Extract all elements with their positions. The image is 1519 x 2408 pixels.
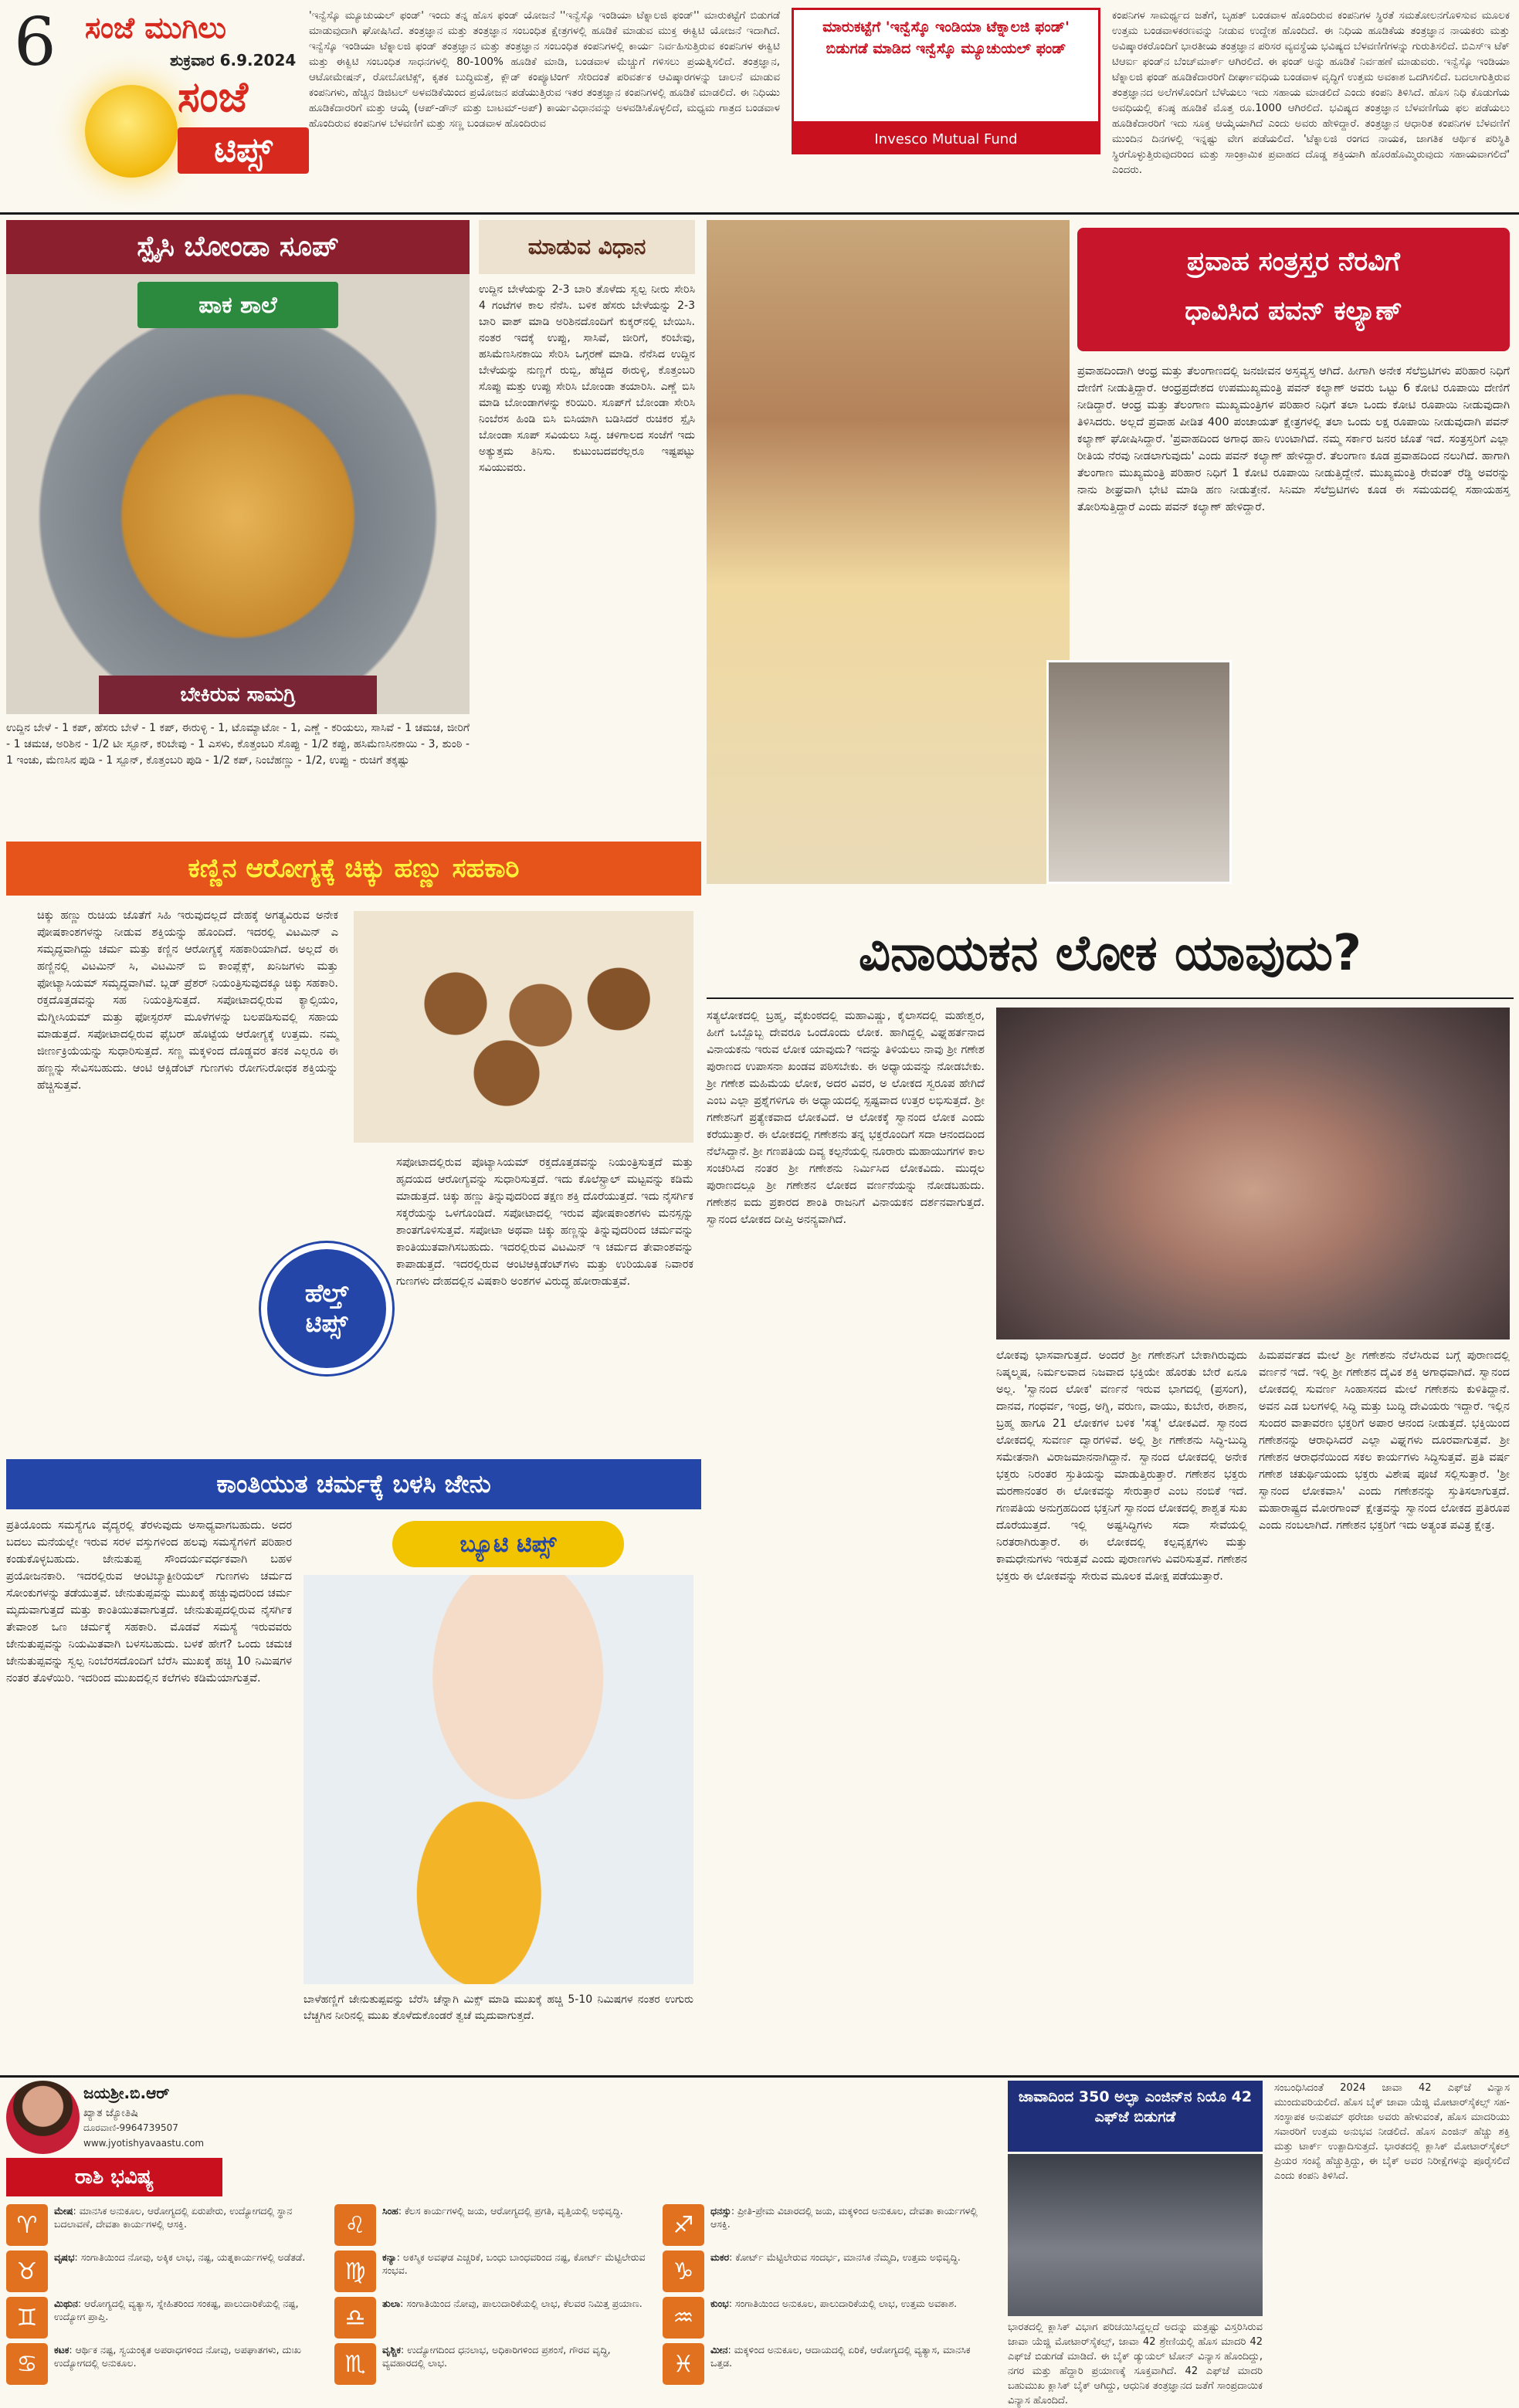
- divider: [707, 997, 1514, 999]
- chikku-text-left: ಚಿಕ್ಕು ಹಣ್ಣು ರುಚಿಯ ಜೊತೆಗೆ ಸಿಹಿ ಇರುವುದಲ್ಲದೆ ದೇಹಕ್ಕೆ ಅಗತ್ಯವಿರುವ ಅನೇಕ ಪೋಷಕಾಂಶಗಳನ್ನು ನೀಡುವ ಶಕ್ತಿಯನ್ನು ಹೊಂದಿದೆ. ಇದರಲ್ಲಿ ವಿಟಮಿನ್ ಎ ಸಮೃದ್ಧವಾಗಿದ್ದು ಚರ್ಮ ಮತ್ತು ಕಣ್ಣಿನ ಆರೋಗ್ಯಕ್ಕೆ ಸಹಕಾರಿಯಾಗಿದೆ. ಅಲ್ಲದೆ ಈ ಹಣ್ಣಿನಲ್ಲಿ ವಿಟಮಿನ್ ಸಿ, ವಿಟಮಿನ್ ಬಿ ಕಾಂಪ್ಲೆಕ್ಸ್, ಖನಿಜಗಳು ಮತ್ತು ಫೋಟ್ಯಾಸಿಯಮ್ ಸಮೃದ್ಧವಾಗಿವೆ. ಬ್ಲಡ್ ಪ್ರೆಶರ್ ನಿಯಂತ್ರಿಸುವುದಕ್ಕೂ ಚಿಕ್ಕು ಸಹಕಾರಿ. ರಕ್ತದೊತ್ತಡವನ್ನು ಸಹ ನಿಯಂತ್ರಿಸುತ್ತದೆ. ಸಪೋಟಾದಲ್ಲಿರುವ ಕ್ಯಾಲ್ಸಿಯಂ, ಮೆಗ್ನೀಸಿಯಮ್ ಮತ್ತು ಫೋಸ್ಫರಸ್ ಮೂಳೆಗಳನ್ನು ಬಲಪಡಿಸುವಲ್ಲಿ ಸಹಾಯ ಮಾಡುತ್ತದೆ. ಸಪೋಟಾದಲ್ಲಿರುವ ಫೈಬರ್ ಹೊಟ್ಟೆಯ ಆರೋಗ್ಯಕ್ಕೆ ಉತ್ತಮ. ನಮ್ಮ ಜೀರ್ಣಕ್ರಿಯೆಯನ್ನು ಸುಧಾರಿಸುತ್ತದೆ. ಸಣ್ಣ ಮಕ್ಕಳಿಂದ ದೊಡ್ಡವರ ತನಕ ಎಲ್ಲರೂ ಈ ಹಣ್ಣನ್ನು ಸೇವಿಸಬಹುದು. ಆಂಟಿ ಆಕ್ಸಿಡೆಂಟ್ ಗುಣಗಳು ರೋಗನಿರೋಧಕ ಶಕ್ತಿಯನ್ನು ಹೆಚ್ಚಿಸುತ್ತವೆ.: [37, 909, 338, 1092]
- horoscope-text: ಮಕ್ಕಳಿಂದ ಅನುಕೂಲ, ಆದಾಯದಲ್ಲಿ ಏರಿಕೆ, ಆರೋಗ್ಯದಲ್ಲಿ ವ್ಯತ್ಯಾಸ, ಮಾನಸಿಕ ಒತ್ತಡ.: [710, 2344, 971, 2369]
- horoscope-item: ♏ ವೃಶ್ಚಿಕ: ಉದ್ಯೋಗದಿಂದ ಧನಲಾಭ, ಅಧಿಕಾರಿಗಳಿಂದ ಪ್ರಶಂಸೆ, ಗೌರವ ವೃದ್ಧಿ, ವ್ಯವಹಾರದಲ್ಲಿ ಲಾಭ.: [334, 2343, 655, 2386]
- method-title: ಮಾಡುವ ವಿಧಾನ: [479, 220, 695, 274]
- vinayaka-col1: ಸತ್ಯಲೋಕದಲ್ಲಿ ಬ್ರಹ್ಮ, ವೈಕುಂಠದಲ್ಲಿ ಮಹಾವಿಷ್ಣು, ಕೈಲಾಸದಲ್ಲಿ ಮಹೇಶ್ವರ, ಹೀಗೆ ಒಬ್ಬೊಬ್ಬ ದೇವರೂ ಒಂದೊಂದು ಲೋಕ. ಹಾಗಿದ್ದಲ್ಲಿ ವಿಘ್ನಹರ್ತನಾದ ವಿನಾಯಕನು ಇರುವ ಲೋಕ ಯಾವುದು? ಇದನ್ನು ತಿಳಿಯಲು ನಾವು ಶ್ರೀ ಗಣೇಶ ಪುರಾಣದ ಉಪಾಸನಾ ಖಂಡವ ಪಠಿಸಬೇಕು. ಈ ಅಧ್ಯಾಯವನ್ನು ನೋಡಬೇಕು. ಶ್ರೀ ಗಣೇಶ ಮಹಿಮೆಯ ಲೋಕ, ಅದರ ವಿವರ, ಅ ಲೋಕದ ಸ್ವರೂಪ ಹೇಗಿದೆ ಎಂಬ ಎಲ್ಲಾ ಪ್ರಶ್ನೆಗಳಿಗೂ ಈ ಅಧ್ಯಾಯದಲ್ಲಿ ಸ್ಪಷ್ಟವಾದ ಉತ್ತರ ಲಭಿಸುತ್ತದೆ. ಶ್ರೀ ಗಣೇಶನಿಗೆ ಪ್ರತ್ಯೇಕವಾದ ಲೋಕವಿದೆ. ಆ ಲೋಕಕ್ಕೆ ಸ್ವಾನಂದ ಲೋಕ ಎಂದು ಕರೆಯುತ್ತಾರೆ. ಈ ಲೋಕದಲ್ಲಿ ಗಣೇಶನು ತನ್ನ ಭಕ್ತರೊಂದಿಗೆ ಸದಾ ಆನಂದದಿಂದ ನೆಲೆಸಿದ್ದಾನೆ. ಶ್ರೀ ಗಣಪತಿಯ ದಿವ್ಯ ಕಲ್ಪನೆಯಲ್ಲಿ ನೂರಾರು ಮಹಾಯುಗಗಳ ಕಾಲ ಸಂಚರಿಸಿದ ನಂತರ ಶ್ರೀ ಗಣೇಶನು ನಿರ್ಮಿಸಿದ ಲೋಕವಿದು. ಮುದ್ಗಲ ಪುರಾಣದಲ್ಲೂ ಶ್ರೀ ಗಣೇಶನ ಲೋಕದ ವರ್ಣನೆಯನ್ನು ನೋಡಬಹುದು. ಗಣೇಶನ ಐದು ಪ್ರಕಾರದ ಶಾಂತಿ ರಾಜನಿಗೆ ವಿನಾಯಕನ ದರ್ಶನವಾಗುತ್ತದೆ. ಸ್ವಾನಂದ ಲೋಕದ ದೀಪ್ತಿ ಅನನ್ಯವಾಗಿದೆ.: [707, 1010, 985, 1226]
- method-text: ಉದ್ದಿನ ಬೇಳೆಯನ್ನು 2-3 ಬಾರಿ ತೊಳೆದು ಸ್ವಲ್ಪ ನೀರು ಸೇರಿಸಿ 4 ಗಂಟೆಗಳ ಕಾಲ ನೆನೆಸಿ. ಬಳಿಕ ಹೆಸರು ಬೇಳೆಯನ್ನು 2-3 ಬಾರಿ ವಾಶ್ ಮಾಡಿ ಅರಿಶಿನದೊಂದಿಗೆ ಕುಕ್ಕರ್‌ನಲ್ಲಿ ಬೇಯಿಸಿ. ನಂತರ ಇದಕ್ಕೆ ಉಪ್ಪು, ಸಾಸಿವೆ, ಜೀರಿಗೆ, ಕರಿಬೇವು, ಹಸಿಮೆಣಸಿನಕಾಯಿ ಸೇರಿಸಿ ಒಗ್ಗರಣೆ ಮಾಡಿ. ನೆನೆಸಿದ ಉದ್ದಿನ ಬೇಳೆಯನ್ನು ನುಣ್ಣಗೆ ರುಬ್ಬಿ, ಹೆಚ್ಚಿದ ಈರುಳ್ಳಿ, ಕೊತ್ತಂಬರಿ ಸೊಪ್ಪು ಮತ್ತು ಉಪ್ಪು ಸೇರಿಸಿ ಬೋಂಡಾ ತಯಾರಿಸಿ. ಎಣ್ಣೆ ಬಿಸಿ ಮಾಡಿ ಬೋಂಡಾಗಳನ್ನು ಕರಿಯಿರಿ. ಸೂಪ್‌ಗೆ ಬೋಂಡಾ ಸೇರಿಸಿ ನಿಂಬೆರಸ ಹಿಂಡಿ ಬಿಸಿ ಬಿಸಿಯಾಗಿ ಬಡಿಸಿದರೆ ರುಚಿಕರ ಸ್ಪೈಸಿ ಬೋಂಡಾ ಸೂಪ್ ಸವಿಯಲು ಸಿದ್ಧ. ಚಳಿಗಾಲದ ಸಂಜೆಗೆ ಇದು ಅತ್ಯುತ್ತಮ ತಿನಿಸು. ಕುಟುಂಬದವರೆಲ್ಲರೂ ಇಷ್ಟಪಟ್ಟು ಸವಿಯುವರು.: [479, 283, 695, 474]
- horoscope-sign-name: ಕಟಕ: [54, 2344, 70, 2356]
- horoscope-text: ಆರ್ಥಿಕ ನಷ್ಟ, ಸ್ವಯಂಕೃತ ಅಪರಾಧಗಳಿಂದ ನೋವು, ಅಪಘಾತಗಳು, ದುಃಖ ಉದ್ಯೋಗದಲ್ಲಿ ಅನುಕೂಲ.: [54, 2344, 301, 2369]
- horoscope-item: ♊ ಮಿಥುನ: ಆರೋಗ್ಯದಲ್ಲಿ ವ್ಯತ್ಯಾಸ, ಸ್ನೇಹಿತರಿಂದ ಸಂಕಷ್ಟ, ಪಾಲುದಾರಿಕೆಯಲ್ಲಿ ನಷ್ಟ, ಉದ್ಯೋಗ ಪ್ರಾಪ್ತಿ.: [6, 2297, 327, 2340]
- jawa-headline: ಜಾವಾದಿಂದ 350 ಅಲ್ಫಾ ಎಂಜಿನ್‌ನ ನಿಯೊ 42 ಎಫ್‌ಜೆ ಬಿಡುಗಡೆ: [1008, 2081, 1263, 2152]
- skin-text-left: ಪ್ರತಿಯೊಂದು ಸಮಸ್ಯೆಗೂ ವೈದ್ಯರಲ್ಲಿ ತೆರಳುವುದು ಅಸಾಧ್ಯವಾಗಬಹುದು. ಅದರ ಬದಲು ಮನೆಯಲ್ಲೇ ಇರುವ ಸರಳ ವಸ್ತುಗಳಿಂದ ಹಲವು ಸಮಸ್ಯೆಗಳಿಗೆ ಪರಿಹಾರ ಕಂಡುಕೊಳ್ಳಬಹುದು. ಜೇನುತುಪ್ಪ ಸೌಂದರ್ಯವರ್ಧಕವಾಗಿ ಬಹಳ ಪ್ರಯೋಜನಕಾರಿ. ಇದರಲ್ಲಿರುವ ಆಂಟಿಬ್ಯಾಕ್ಟೀರಿಯಲ್ ಗುಣಗಳು ಚರ್ಮದ ಸೋಂಕುಗಳನ್ನು ತಡೆಯುತ್ತವೆ. ಜೇನುತುಪ್ಪವನ್ನು ಮುಖಕ್ಕೆ ಹಚ್ಚುವುದರಿಂದ ಚರ್ಮ ಮೃದುವಾಗುತ್ತದೆ ಮತ್ತು ಕಾಂತಿಯುತವಾಗುತ್ತದೆ. ಜೇನುತುಪ್ಪದಲ್ಲಿರುವ ನೈಸರ್ಗಿಕ ತೇವಾಂಶ ಒಣ ಚರ್ಮಕ್ಕೆ ಸಹಕಾರಿ. ಮೊಡವೆ ಸಮಸ್ಯೆ ಇರುವವರು ಜೇನುತುಪ್ಪವನ್ನು ನಿಯಮಿತವಾಗಿ ಬಳಸಬಹುದು. ಬಳಕೆ ಹೇಗೆ? ಒಂದು ಚಮಚ ಜೇನುತುಪ್ಪವನ್ನು ಸ್ವಲ್ಪ ನಿಂಬೆರಸದೊಂದಿಗೆ ಬೆರೆಸಿ ಮುಖಕ್ಕೆ ಹಚ್ಚಿ 10 ನಿಮಿಷಗಳ ನಂತರ ತೊಳೆಯಿರಿ. ಇದರಿಂದ ಮುಖದಲ್ಲಿನ ಕಲೆಗಳು ಕಡಿಮೆಯಾಗುತ್ತವೆ.: [6, 1519, 292, 1685]
- vinayaka-col2: ಲೋಕವು ಭಾಸವಾಗುತ್ತದೆ. ಅಂದರೆ ಶ್ರೀ ಗಣೇಶನಿಗೆ ಬೇಕಾಗಿರುವುದು ನಿಷ್ಕಲ್ಮಷ, ನಿರ್ಮಲವಾದ ನಿಜವಾದ ಭಕ್ತಿಯೇ ಹೊರತು ಬೇರೆ ಏನೂ ಅಲ್ಲ. 'ಸ್ವಾನಂದ ಲೋಕ' ವರ್ಣನೆ ಇರುವ ಭಾಗದಲ್ಲಿ (ಪ್ರಸಂಗ), ದಾನವ, ಗಂಧರ್ವ, ಇಂದ್ರ, ಅಗ್ನಿ, ವರುಣ, ವಾಯು, ಕುಬೇರ, ಈಶಾನ, ಬ್ರಹ್ಮ ಹಾಗೂ 21 ಲೋಕಗಳ ಬಳಿಕ 'ಸತ್ಯ' ಲೋಕವಿದೆ. ಸ್ವಾನಂದ ಲೋಕದಲ್ಲಿ ಸುವರ್ಣ ದ್ವಾರಗಳಿವೆ. ಅಲ್ಲಿ ಶ್ರೀ ಗಣೇಶನು ಸಿದ್ಧಿ-ಬುದ್ಧಿ ಸಮೇತನಾಗಿ ವಿರಾಜಮಾನನಾಗಿದ್ದಾನೆ. ಸ್ವಾನಂದ ಲೋಕದಲ್ಲಿ ಅನೇಕ ಭಕ್ತರು ನಿರಂತರ ಸ್ತುತಿಯನ್ನು ಮಾಡುತ್ತಿರುತ್ತಾರೆ. ಗಣೇಶನ ಭಕ್ತರು ಮರಣಾನಂತರ ಈ ಲೋಕವನ್ನು ಸೇರುತ್ತಾರೆ ಎಂಬ ನಂಬಿಕೆ ಇದೆ. ಗಣಪತಿಯ ಅನುಗ್ರಹದಿಂದ ಭಕ್ತನಿಗೆ ಸ್ವಾನಂದ ಲೋಕದಲ್ಲಿ ಶಾಶ್ವತ ಸುಖ ದೊರೆಯುತ್ತದೆ. ಇಲ್ಲಿ ಅಷ್ಟಸಿದ್ಧಿಗಳು ಸದಾ ಸೇವೆಯಲ್ಲಿ ನಿರತರಾಗಿರುತ್ತಾರೆ. ಈ ಲೋಕದಲ್ಲಿ ಕಲ್ಪವೃಕ್ಷಗಳು ಮತ್ತು ಕಾಮಧೇನುಗಳು ಇರುತ್ತವೆ ಎಂದು ಪುರಾಣಗಳು ವಿವರಿಸುತ್ತವೆ. ಗಣೇಶನ ಭಕ್ತರು ಈ ಲೋಕವನ್ನು ಸೇರುವ ಮೂಲಕ ಮೋಕ್ಷ ಪಡೆಯುತ್ತಾರೆ.: [996, 1350, 1247, 1583]
- honey-photo: [303, 1575, 693, 1984]
- horoscope-sign-name: ವೃಷಭ: [54, 2251, 75, 2263]
- divider: [0, 212, 1519, 215]
- invesco-headline-box: [792, 8, 1100, 124]
- pawan-section: [707, 220, 1514, 899]
- astrologer-phone: ದೂರವಾಣಿ-9964739507: [83, 2122, 178, 2133]
- horoscope-item: ♌ ಸಿಂಹ: ಕೆಲಸ ಕಾರ್ಯಗಳಲ್ಲಿ ಜಯ, ಆರೋಗ್ಯದಲ್ಲಿ ಪ್ರಗತಿ, ವೃತ್ತಿಯಲ್ಲಿ ಅಭಿವೃದ್ಧಿ.: [334, 2204, 655, 2247]
- section-title-line1: ಸಂಜೆ: [178, 73, 249, 121]
- horoscope-text: ಸಂಗಾತಿಯಿಂದ ನೋವು, ಪಾಲುದಾರಿಕೆಯಲ್ಲಿ ಲಾಭ, ಕೆಲವರ ನಿಮಿತ್ತ ಪ್ರಯಾಣ.: [406, 2298, 643, 2309]
- horoscope-text: ಸಂಗಾತಿಯಿಂದ ಅನುಕೂಲ, ಪಾಲುದಾರಿಕೆಯಲ್ಲಿ ಲಾಭ, ಉತ್ತಮ ಅವಕಾಶ.: [734, 2298, 958, 2309]
- masthead: [0, 0, 309, 208]
- horoscope-sign-name: ಮಕರ: [710, 2251, 730, 2263]
- astrologer-avatar: [6, 2081, 80, 2154]
- aquarius-icon: ♒: [663, 2297, 704, 2339]
- horoscope-text: ಮಾನಸಿಕ ಅನುಕೂಲ, ಆರೋಗ್ಯದಲ್ಲಿ ಏರುಪೇರು, ಉದ್ಯೋಗದಲ್ಲಿ ಸ್ಥಾನ ಬದಲಾವಣೆ, ದೇವತಾ ಕಾರ್ಯಗಳಲ್ಲಿ ಆಸಕ್ತಿ.: [54, 2205, 293, 2230]
- horoscope-item: ♐ ಧನಸ್ಸು: ಪ್ರೀತಿ-ಪ್ರೇಮ ವಿಚಾರದಲ್ಲಿ ಜಯ, ಮಕ್ಕಳಿಂದ ಅನುಕೂಲ, ದೇವತಾ ಕಾರ್ಯಗಳಲ್ಲಿ ಆಸಕ್ತಿ.: [663, 2204, 983, 2247]
- invesco-col2: ಕಂಪನಿಗಳ ಸಾಮರ್ಥ್ಯದ ಜತೆಗೆ, ಬೃಹತ್ ಬಂಡವಾಳ ಹೊಂದಿರುವ ಕಂಪನಿಗಳ ಸ್ಥಿರತೆ ಸಮತೋಲನಗೊಳಿಸುವ ಮೂಲಕ ಉತ್ತಮ ಬಂಡವಾಳಕರಣವನ್ನು ನೀಡುವ ಉದ್ದೇಶ ಹೊಂದಿದೆ. ಈ ನಿಧಿಯ ಹೂಡಿಕೆಯ ತಂತ್ರಜ್ಞಾನ ನಾಯಕರು ಮತ್ತು ಅವಿಷ್ಕಾರಕರೊಂದಿಗೆ ಭಾರತೀಯ ತಂತ್ರಜ್ಞಾನ ಪರಿಸರ ವ್ಯವಸ್ಥೆಯ ಭವಿಷ್ಯದ ಬೆಳವಣಿಗೆಗಳನ್ನು ಗುರುತಿಸಲಿದೆ. ಬಿಎಸ್ಇ ಟೆಕ್ ಟಿಆರ್ಐ ಫಂಡ್‌ನ ಬೆಂಚ್‌ಮಾರ್ಕ್ ಆಗಿರಲಿದೆ. ಈ ಫಂಡ್ ಅನ್ನು ಹೂಡಿಕೆ ನಿರ್ವಹಣೆ ಮಾಡುವರು. ಇನ್ವೆಸ್ಕೊ ಇಂಡಿಯಾ ಟೆಕ್ನಾಲಜಿ ಫಂಡ್ ಹೂಡಿಕೆದಾರರಿಗೆ ದೀರ್ಘಾವಧಿಯ ಬಂಡವಾಳ ವೃದ್ಧಿಗೆ ಉತ್ತಮ ಅವಕಾಶ ಒದಗಿಸಲಿದೆ. ಬದಲಾಗುತ್ತಿರುವ ತಂತ್ರಜ್ಞಾನದ ಅಲೆಗಳೊಂದಿಗೆ ಬೆಳೆಯಲು ಇದು ಸಹಾಯ ಮಾಡಲಿದೆ ಎಂದು ಕಂಪನಿ ತಿಳಿಸಿದೆ. ಹೊಸ ನಿಧಿ ಕೊಡುಗೆಯ ಅವಧಿಯಲ್ಲಿ ಕನಿಷ್ಠ ಹೂಡಿಕೆ ಮೊತ್ತ ರೂ.1000 ಆಗಿರಲಿದೆ. ಭವಿಷ್ಯದ ತಂತ್ರಜ್ಞಾನ ಬೆಳವಣಿಗೆಯ ಫಲ ಪಡೆಯಲು ಹೂಡಿಕೆದಾರರಿಗೆ ಇದು ಸೂಕ್ತ ಆಯ್ಕೆಯಾಗಿದೆ ಎಂದು ಅವರು ಹೇಳಿದ್ದಾರೆ. ತಂತ್ರಜ್ಞಾನ ಆಧಾರಿತ ಕಂಪನಿಗಳ ಬೆಳವಣಿಗೆ ಮುಂದಿನ ದಿನಗಳಲ್ಲಿ ಇನ್ನಷ್ಟು ವೇಗ ಪಡೆಯಲಿದೆ. 'ಟೆಕ್ನಾಲಜಿ ರಂಗದ ನಾಯಕ, ಜಾಗತಿಕ ಆರ್ಥಿಕ ಪರಿಸ್ಥಿತಿ ಸ್ಥಿರಗೊಳ್ಳುತ್ತಿರುವುದರಿಂದ ಮತ್ತು ಸಾಂಕ್ರಾಮಿಕ ಪ್ರವಾಹದ ದೊಡ್ಡ ಶಕ್ತಿಯಾಗಿ ಹೊರಹೊಮ್ಮಿರುವುದು ಸಹಾಯವಾಗಲಿದೆ' ಎಂದರು.: [1112, 9, 1510, 176]
- jawa-photo: [1008, 2154, 1263, 2316]
- invesco-headline: ಮಾರುಕಟ್ಟೆಗೆ 'ಇನ್ವೆಸ್ಕೊ ಇಂಡಿಯಾ ಟೆಕ್ನಾಲಜಿ ಫಂಡ್' ಬಿಡುಗಡೆ ಮಾಡಿದ ಇನ್ವೆಸ್ಕೊ ಮ್ಯೂಚುಯಲ್ ಫಂಡ್: [822, 19, 1070, 57]
- divider: [0, 2075, 1519, 2078]
- pisces-icon: ♓: [663, 2343, 704, 2385]
- horoscope-item: ♉ ವೃಷಭ: ಸಂಗಾತಿಯಿಂದ ನೋವು, ಅಕ್ಕಿಕ ಲಾಭ, ನಷ್ಟ, ಯತ್ನಕಾರ್ಯಗಳಲ್ಲಿ ಅಡೆತಡೆ.: [6, 2251, 327, 2294]
- horoscope-text: ಅಕಸ್ಮಿಕ ಅವಘಡ ಎಚ್ಚರಿಕೆ, ಬಂಧು ಬಾಂಧವರಿಂದ ನಷ್ಟ, ಕೋರ್ಟ್ ಮೆಟ್ಟಿಲೇರುವ ಸಂಭವ.: [382, 2251, 646, 2276]
- aries-icon: ♈: [6, 2204, 48, 2246]
- astrologer-name: ಜಯಶ್ರೀ.ಬಿ.ಆರ್: [83, 2084, 170, 2102]
- libra-icon: ♎: [334, 2297, 376, 2339]
- horoscope-item: ♎ ತುಲಾ: ಸಂಗಾತಿಯಿಂದ ನೋವು, ಪಾಲುದಾರಿಕೆಯಲ್ಲಿ ಲಾಭ, ಕೆಲವರ ನಿಮಿತ್ತ ಪ್ರಯಾಣ.: [334, 2297, 655, 2340]
- skin-title: ಕಾಂತಿಯುತ ಚರ್ಮಕ್ಕೆ ಬಳಸಿ ಜೇನು: [6, 1459, 701, 1509]
- horoscope-item: ♋ ಕಟಕ: ಆರ್ಥಿಕ ನಷ್ಟ, ಸ್ವಯಂಕೃತ ಅಪರಾಧಗಳಿಂದ ನೋವು, ಅಪಘಾತಗಳು, ದುಃಖ ಉದ್ಯೋಗದಲ್ಲಿ ಅನುಕೂಲ.: [6, 2343, 327, 2386]
- capricorn-icon: ♑: [663, 2251, 704, 2292]
- horoscope-item: ♒ ಕುಂಭ: ಸಂಗಾತಿಯಿಂದ ಅನುಕೂಲ, ಪಾಲುದಾರಿಕೆಯಲ್ಲಿ ಲಾಭ, ಉತ್ತಮ ಅವಕಾಶ.: [663, 2297, 983, 2340]
- pawan-headline-line1: ಪ್ರವಾಹ ಸಂತ್ರಸ್ತರ ನೆರವಿಗೆ: [1187, 246, 1400, 277]
- vinayaka-section: [707, 911, 1514, 1822]
- horoscope-sign-name: ಮೀನ: [710, 2344, 728, 2356]
- horoscope-text: ಆರೋಗ್ಯದಲ್ಲಿ ವ್ಯತ್ಯಾಸ, ಸ್ನೇಹಿತರಿಂದ ಸಂಕಷ್ಟ, ಪಾಲುದಾರಿಕೆಯಲ್ಲಿ ನಷ್ಟ, ಉದ್ಯೋಗ ಪ್ರಾಪ್ತಿ.: [54, 2298, 299, 2322]
- vinayaka-col3: ಹಿಮಪರ್ವತದ ಮೇಲೆ ಶ್ರೀ ಗಣೇಶನು ನೆಲೆಸಿರುವ ಬಗ್ಗೆ ಪುರಾಣದಲ್ಲಿ ವರ್ಣನೆ ಇದೆ. ಇಲ್ಲಿ ಶ್ರೀ ಗಣೇಶನ ದೈವಿಕ ಶಕ್ತಿ ಅಗಾಧವಾಗಿದೆ. ಸ್ವಾನಂದ ಲೋಕದಲ್ಲಿ ಸುವರ್ಣ ಸಿಂಹಾಸನದ ಮೇಲೆ ಗಣೇಶನು ಕುಳಿತಿದ್ದಾನೆ. ಅವನ ಎಡ ಬಲಗಳಲ್ಲಿ ಸಿದ್ಧಿ ಮತ್ತು ಬುದ್ಧಿ ದೇವಿಯರು ಇದ್ದಾರೆ. ಇಲ್ಲಿನ ಸುಂದರ ವಾತಾವರಣ ಭಕ್ತರಿಗೆ ಅಪಾರ ಆನಂದ ನೀಡುತ್ತದೆ. ಭಕ್ತಿಯಿಂದ ಗಣೇಶನನ್ನು ಆರಾಧಿಸಿದರೆ ಎಲ್ಲಾ ವಿಘ್ನಗಳು ದೂರವಾಗುತ್ತವೆ. ಶ್ರೀ ಗಣೇಶನ ಆರಾಧನೆಯಿಂದ ಸಕಲ ಕಾರ್ಯಗಳು ಸಿದ್ಧಿಸುತ್ತವೆ. ಪ್ರತಿ ವರ್ಷ ಗಣೇಶ ಚತುರ್ಥಿಯಂದು ಭಕ್ತರು ವಿಶೇಷ ಪೂಜೆ ಸಲ್ಲಿಸುತ್ತಾರೆ. 'ಶ್ರೀ ಸ್ವಾನಂದ ಲೋಕವಾಸಿ' ಎಂದು ಗಣೇಶನನ್ನು ಸ್ತುತಿಸಲಾಗುತ್ತದೆ. ಮಹಾರಾಷ್ಟ್ರದ ಮೋರಗಾಂವ್ ಕ್ಷೇತ್ರವನ್ನು ಸ್ವಾನಂದ ಲೋಕದ ಪ್ರತಿರೂಪ ಎಂದು ನಂಬಲಾಗಿದೆ. ಗಣೇಶನ ಭಕ್ತರಿಗೆ ಇದು ಅತ್ಯಂತ ಪವಿತ್ರ ಕ್ಷೇತ್ರ.: [1259, 1350, 1510, 1532]
- pawan-headline-line2: ಧಾವಿಸಿದ ಪವನ್ ಕಲ್ಯಾಣ್: [1185, 296, 1402, 327]
- horoscope-grid: [6, 2204, 1002, 2389]
- invesco-article: [309, 8, 1514, 208]
- taurus-icon: ♉: [6, 2251, 48, 2292]
- horoscope-item: ♑ ಮಕರ: ಕೋರ್ಟ್ ಮೆಟ್ಟಿಲೇರುವ ಸಂದರ್ಭ, ಮಾನಸಿಕ ನೆಮ್ಮದಿ, ಉತ್ತಮ ಅಭಿವೃದ್ಧಿ.: [663, 2251, 983, 2294]
- pawan-text: ಪ್ರವಾಹದಿಂದಾಗಿ ಆಂಧ್ರ ಮತ್ತು ತೆಲಂಗಾಣದಲ್ಲಿ ಜನಜೀವನ ಅಸ್ತವ್ಯಸ್ತ ಆಗಿದೆ. ಹೀಗಾಗಿ ಅನೇಕ ಸೆಲೆಬ್ರಿಟಿಗಳು ಪರಿಹಾರ ನಿಧಿಗೆ ದೇಣಿಗೆ ನೀಡುತ್ತಿದ್ದಾರೆ. ಆಂಧ್ರಪ್ರದೇಶದ ಉಪಮುಖ್ಯಮಂತ್ರಿ ಪವನ್ ಕಲ್ಯಾಣ್ ಅವರು ಒಟ್ಟು 6 ಕೋಟಿ ರೂಪಾಯಿ ದೇಣಿಗೆ ನೀಡಿದ್ದಾರೆ. ಆಂಧ್ರ ಮತ್ತು ತೆಲಂಗಾಣ ಮುಖ್ಯಮಂತ್ರಿಗಳ ಪರಿಹಾರ ನಿಧಿಗೆ ತಲಾ ಒಂದು ಕೋಟಿ ರೂಪಾಯಿ ನೀಡುವುದಾಗಿ ತಿಳಿಸಿದರು. ಅಲ್ಲದೆ ಪ್ರವಾಹ ಪೀಡಿತ 400 ಪಂಚಾಯತ್ ಕ್ಷೇತ್ರಗಳಲ್ಲಿ ತಲಾ ಒಂದು ಲಕ್ಷ ರೂಪಾಯಿ ನೀಡುವುದಾಗಿ ಪವನ್ ಕಲ್ಯಾಣ್ ಘೋಷಿಸಿದ್ದಾರೆ. 'ಪ್ರವಾಹದಿಂದ ಅಗಾಧ ಹಾನಿ ಉಂಟಾಗಿದೆ. ನಮ್ಮ ಸರ್ಕಾರ ಜನರ ಜೊತೆ ಇದೆ. ಸಂತ್ರಸ್ತರಿಗೆ ಎಲ್ಲಾ ರೀತಿಯ ನೆರವು ನೀಡಲಾಗುವುದು' ಎಂದು ಪವನ್ ಕಲ್ಯಾಣ್ ಹೇಳಿದ್ದಾರೆ. ತೆಲಂಗಾಣ ಕೂಡ ಪ್ರವಾಹದಿಂದ ನಲುಗಿದೆ. ಹಾಗಾಗಿ ತೆಲಂಗಾಣ ಮುಖ್ಯಮಂತ್ರಿ ಪರಿಹಾರ ನಿಧಿಗೆ 1 ಕೋಟಿ ರೂಪಾಯಿ ನೀಡುತ್ತಿದ್ದೇನೆ. ಮುಖ್ಯಮಂತ್ರಿ ರೇವಂತ್ ರೆಡ್ಡಿ ಅವರನ್ನು ನಾನು ಶೀಘ್ರವಾಗಿ ಭೇಟಿ ಮಾಡಿ ಹಣ ನೀಡುತ್ತೇನೆ. ಸಿನಿಮಾ ಸೆಲೆಬ್ರಿಟಿಗಳು ಕೂಡ ಈ ಸಮಯದಲ್ಲಿ ಸಹಾಯಹಸ್ತ ತೋರಿಸುತ್ತಿದ್ದಾರೆ ಎಂದು ಪವನ್ ಕಲ್ಯಾಣ್ ಹೇಳಿದ್ದಾರೆ.: [1077, 365, 1510, 513]
- horoscope-sign-name: ಧನಸ್ಸು: [710, 2205, 731, 2217]
- chikku-photo: [354, 911, 693, 1143]
- invesco-col1: 'ಇನ್ವೆಸ್ಕೊ ಮ್ಯೂಚುಯಲ್ ಫಂಡ್' ಇಂದು ತನ್ನ ಹೊಸ ಫಂಡ್ ಯೋಜನೆ ''ಇನ್ವೆಸ್ಕೊ ಇಂಡಿಯಾ ಟೆಕ್ನಾಲಜಿ ಫಂಡ್'' ಮಾರುಕಟ್ಟೆಗೆ ಬಿಡುಗಡೆ ಮಾಡುವುದಾಗಿ ಘೋಷಿಸಿದೆ. ತಂತ್ರಜ್ಞಾನ ಮತ್ತು ತಂತ್ರಜ್ಞಾನ ಸಂಬಂಧಿತ ಕ್ಷೇತ್ರಗಳಲ್ಲಿ ಹೂಡಿಕೆ ಮಾಡುವ ಮುಕ್ತ ಈಕ್ವಿಟಿ ಯೋಜನೆ ಇದಾಗಿದೆ. ಇನ್ವೆಸ್ಕೊ ಇಂಡಿಯಾ ಟೆಕ್ನಾಲಜಿ ಫಂಡ್ ತಂತ್ರಜ್ಞಾನ ಮತ್ತು ತಂತ್ರಜ್ಞಾನ ಸಂಬಂಧಿತ ಕಂಪನಿಗಳಲ್ಲಿ ಕಾರ್ಯ ನಿರ್ವಹಿಸುತ್ತಿರುವ ಕಂಪನಿಗಳ ಈಕ್ವಿಟಿ ಮತ್ತು ಈಕ್ವಿಟಿ ಸಂಬಂಧಿತ ಸಾಧನಗಳಲ್ಲಿ 80-100% ಹೂಡಿಕೆ ಮಾಡಿ, ಬಂಡವಾಳ ಮೆಚ್ಚುಗೆ ಗಳಿಸಲು ಪ್ರಯತ್ನಿಸಲಿದೆ. ತಂತ್ರಜ್ಞಾನ, ಆಟೋಮೇಷನ್, ರೋಬೋಟಿಕ್ಸ್, ಕೃತಕ ಬುದ್ಧಿಮತ್ತೆ, ಕ್ಲೌಡ್ ಕಂಪ್ಯೂಟಿಂಗ್ ಸೇರಿದಂತೆ ಪರಿವರ್ತಕ ಆವಿಷ್ಕಾರಗಳನ್ನು ಚಾಲನೆ ಮಾಡುವ ಕಂಪನಿಗಳು, ಹೆಚ್ಚಿನ ಡಿಜಿಟಲ್ ಅಳವಡಿಕೆಯಿಂದ ಪ್ರಯೋಜನ ಪಡೆಯುತ್ತಿರುವ ಇತರ ತಂತ್ರಜ್ಞಾನ ಕಂಪನಿಗಳಲ್ಲಿ ಹೂಡಿಕೆ ಮಾಡಲಿದೆ. ಈ ನಿಧಿಯು ಹೂಡಿಕೆದಾರರಿಗೆ ಮತ್ತು ಆಯ್ಕೆ (ಆಪ್-ಡೌನ್ ಮತ್ತು ಬಾಟಮ್-ಅಪ್) ಕಾರ್ಯವಿಧಾನವನ್ನು ಅಳವಡಿಸಿಕೊಳ್ಳಲಿದೆ, ಮಧ್ಯಮ ಗಾತ್ರದ ಬಂಡವಾಳ ಹೊಂದಿರುವ ಕಂಪನಿಗಳ ಬೆಳವಣಿಗೆ ಮತ್ತು ಸಣ್ಣ ಬಂಡವಾಳ ಹೊಂದಿರುವ: [309, 9, 780, 130]
- horoscope-sign-name: ಕನ್ಯಾ: [382, 2251, 397, 2263]
- page-number: 6: [14, 4, 56, 81]
- pawan-headline: [1077, 228, 1510, 351]
- recipe-title: ಸ್ಪೈಸಿ ಬೋಂಡಾ ಸೂಪ್: [6, 220, 470, 274]
- section-title: [178, 73, 309, 174]
- horoscope-text: ಕೋರ್ಟ್ ಮೆಟ್ಟಿಲೇರುವ ಸಂದರ್ಭ, ಮಾನಸಿಕ ನೆಮ್ಮದಿ, ಉತ್ತಮ ಅಭಿವೃದ್ಧಿ.: [735, 2251, 961, 2263]
- soup-photo: [6, 274, 470, 714]
- horoscope-section: [6, 2081, 1002, 2389]
- chikku-section: [6, 842, 701, 1451]
- date-line: ಶುಕ್ರವಾರ 6.9.2024: [170, 51, 297, 69]
- astrologer-role: ಖ್ಯಾತ ಜ್ಯೋತಿಷಿ: [83, 2107, 138, 2119]
- ingredients-text: ಉದ್ದಿನ ಬೇಳೆ - 1 ಕಪ್, ಹೆಸರು ಬೇಳೆ - 1 ಕಪ್, ಈರುಳ್ಳಿ - 1, ಟೊಮ್ಯಾಟೋ - 1, ಎಣ್ಣೆ - ಕರಿಯಲು, ಸಾಸಿವೆ - 1 ಚಮಚ, ಜೀರಿಗೆ - 1 ಚಮಚ, ಅರಿಶಿನ - 1/2 ಟೀ ಸ್ಪೂನ್, ಕರಿಬೇವು - 1 ಎಸಳು, ಕೊತ್ತಂಬರಿ ಸೊಪ್ಪು - 1/2 ಕಪ್ಪು, ಹಸಿಮೆಣಸಿನಕಾಯಿ - 3, ಶುಂಠಿ - 1 ಇಂಚು, ಮೆಣಸಿನ ಪುಡಿ - 1 ಸ್ಪೂನ್, ಕೊತ್ತಂಬರಿ ಪುಡಿ - 1/2 ಕಪ್, ನಿಂಬೆಹಣ್ಣು - 1/2, ಉಪ್ಪು - ರುಚಿಗೆ ತಕ್ಕಷ್ಟು: [6, 722, 470, 767]
- horoscope-sign-name: ಮಿಥುನ: [54, 2298, 78, 2309]
- astrologer-website: www.jyotishyavaastu.com: [83, 2138, 205, 2149]
- ingredients-title: ಬೇಕಿರುವ ಸಾಮಗ್ರಿ: [99, 676, 377, 714]
- jawa-text-right: ಸಂಬಂಧಿಸಿದಂತೆ 2024 ಜಾವಾ 42 ಎಫ್‌ಜೆ ವಿನ್ಯಾಸ ಮುಂದುವರಿಯಲಿದೆ. ಹೊಸ ಬೈಕ್ ಜಾವಾ ಯೆಜ್ಡಿ ಮೋಟಾರ್‌ಸೈಕಲ್ಸ್ ಸಹ-ಸಂಸ್ಥಾಪಕ ಅನುಪಮ್ ಥರೇಜಾ ಅವರು ಹೇಳುವಂತೆ, ಹೊಸ ಮಾದರಿಯು ಸವಾರರಿಗೆ ಉತ್ತಮ ಅನುಭವ ನೀಡಲಿದೆ. ಹೊಸ ಎಂಜಿನ್ ಹೆಚ್ಚು ಶಕ್ತಿ ಮತ್ತು ಟಾರ್ಕ್ ಉತ್ಪಾದಿಸುತ್ತದೆ. ಭಾರತದಲ್ಲಿ ಕ್ಲಾಸಿಕ್ ಮೋಟಾರ್‌ಸೈಕಲ್ ಪ್ರಿಯರ ಸಂಖ್ಯೆ ಹೆಚ್ಚುತ್ತಿದ್ದು, ಈ ಬೈಕ್ ಅವರ ನಿರೀಕ್ಷೆಗಳನ್ನು ಪೂರೈಸಲಿದೆ ಎಂದು ಕಂಪನಿ ತಿಳಿಸಿದೆ.: [1274, 2082, 1510, 2182]
- jawa-text-left: ಭಾರತದಲ್ಲಿ ಕ್ಲಾಸಿಕ್ ವಿಭಾಗ ಪರಿಚಯಿಸಿದ್ದಲ್ಲದೆ ಅದನ್ನು ಮತ್ತಷ್ಟು ವಿಸ್ತರಿಸಿರುವ ಜಾವಾ ಯೆಜ್ಡಿ ಮೋಟಾರ್‌ಸೈಕಲ್ಸ್, ಜಾವಾ 42 ಶ್ರೇಣಿಯಲ್ಲಿ ಹೊಸ ಮಾದರಿ 42 ಎಫ್‌ಜೆ ಬಿಡುಗಡೆ ಮಾಡಿದೆ. ಈ ಬೈಕ್ ಡ್ಯುಯಲ್ ಟೋನ್ ವಿನ್ಯಾಸ ಹೊಂದಿದ್ದು, ನಗರ ಮತ್ತು ಹೆದ್ದಾರಿ ಪ್ರಯಾಣಕ್ಕೆ ಸೂಕ್ತವಾಗಿದೆ. 42 ಎಫ್‌ಜೆ ಮಾದರಿ ಬಹುಮುಖ ಕ್ಲಾಸಿಕ್ ಬೈಕ್ ಆಗಿದ್ದು, ಆಧುನಿಕ ತಂತ್ರಜ್ಞಾನದ ಜತೆಗೆ ಸಾಂಪ್ರದಾಯಿಕ ವಿನ್ಯಾಸ ಹೊಂದಿದೆ.: [1008, 2322, 1263, 2406]
- horoscope-text: ಪ್ರೀತಿ-ಪ್ರೇಮ ವಿಚಾರದಲ್ಲಿ ಜಯ, ಮಕ್ಕಳಿಂದ ಅನುಕೂಲ, ದೇವತಾ ಕಾರ್ಯಗಳಲ್ಲಿ ಆಸಕ್ತಿ.: [710, 2205, 978, 2230]
- kitchen-label: ಪಾಕ ಶಾಲೆ: [137, 282, 338, 328]
- invesco-logo: [792, 124, 1100, 154]
- horoscope-item: ♓ ಮೀನ: ಮಕ್ಕಳಿಂದ ಅನುಕೂಲ, ಆದಾಯದಲ್ಲಿ ಏರಿಕೆ, ಆರೋಗ್ಯದಲ್ಲಿ ವ್ಯತ್ಯಾಸ, ಮಾನಸಿಕ ಒತ್ತಡ.: [663, 2343, 983, 2386]
- gemini-icon: ♊: [6, 2297, 48, 2339]
- chikku-title: ಕಣ್ಣಿನ ಆರೋಗ್ಯಕ್ಕೆ ಚಿಕ್ಕು ಹಣ್ಣು ಸಹಕಾರಿ: [6, 842, 701, 896]
- horoscope-text: ಸಂಗಾತಿಯಿಂದ ನೋವು, ಅಕ್ಕಿಕ ಲಾಭ, ನಷ್ಟ, ಯತ್ನಕಾರ್ಯಗಳಲ್ಲಿ ಅಡೆತಡೆ.: [80, 2251, 306, 2263]
- invesco-logo-text: Invesco Mutual Fund: [874, 130, 1018, 147]
- virgo-icon: ♍: [334, 2251, 376, 2292]
- horoscope-sign-name: ಸಿಂಹ: [382, 2205, 398, 2217]
- skin-section: [6, 1459, 701, 2069]
- horoscope-text: ಉದ್ಯೋಗದಿಂದ ಧನಲಾಭ, ಅಧಿಕಾರಿಗಳಿಂದ ಪ್ರಶಂಸೆ, ಗೌರವ ವೃದ್ಧಿ, ವ್ಯವಹಾರದಲ್ಲಿ ಲಾಭ.: [382, 2344, 611, 2369]
- beauty-tips-badge: ಬ್ಯೂಟಿ ಟಿಪ್ಸ್: [392, 1521, 624, 1567]
- honey-caption: ಬಾಳೆಹಣ್ಣಿಗೆ ಜೇನುತುಪ್ಪವನ್ನು ಬೆರೆಸಿ ಚೆನ್ನಾಗಿ ಮಿಕ್ಸ್ ಮಾಡಿ ಮುಖಕ್ಕೆ ಹಚ್ಚಿ 5-10 ನಿಮಿಷಗಳ ನಂತರ ಉಗುರು ಬೆಚ್ಚಗಿನ ನೀರಿನಲ್ಲಿ ಮುಖ ತೊಳೆದುಕೊಂಡರೆ ತ್ವಚೆ ಮೃದುವಾಗುತ್ತದೆ.: [303, 1993, 693, 2022]
- section-title-line2: ಟಿಪ್ಸ್: [178, 127, 309, 174]
- pawan-photo: [707, 220, 1070, 884]
- horoscope-title: ರಾಶಿ ಭವಿಷ್ಯ: [6, 2158, 222, 2196]
- paper-name: ಸಂಜೆ ಮುಗಿಲು: [85, 11, 227, 45]
- vinayaka-headline: ವಿನಾಯಕನ ಲೋಕ ಯಾವುದು?: [858, 925, 1362, 982]
- horoscope-sign-name: ತುಲಾ: [382, 2298, 401, 2309]
- horoscope-item: ♈ ಮೇಷ: ಮಾನಸಿಕ ಅನುಕೂಲ, ಆರೋಗ್ಯದಲ್ಲಿ ಏರುಪೇರು, ಉದ್ಯೋಗದಲ್ಲಿ ಸ್ಥಾನ ಬದಲಾವಣೆ, ದೇವತಾ ಕಾರ್ಯಗಳಲ್ಲಿ ಆಸಕ್ತಿ.: [6, 2204, 327, 2247]
- health-tips-badge: ಹೆಲ್ತ್ ಟಿಪ್ಸ್: [261, 1243, 392, 1374]
- horoscope-text: ಕೆಲಸ ಕಾರ್ಯಗಳಲ್ಲಿ ಜಯ, ಆರೋಗ್ಯದಲ್ಲಿ ಪ್ರಗತಿ, ವೃತ್ತಿಯಲ್ಲಿ ಅಭಿವೃದ್ಧಿ.: [405, 2205, 623, 2217]
- ganesha-photo: [996, 1008, 1510, 1339]
- horoscope-sign-name: ಮೇಷ: [54, 2205, 73, 2217]
- sagittarius-icon: ♐: [663, 2204, 704, 2246]
- bulb-icon: [85, 85, 178, 178]
- jawa-section: [1008, 2081, 1514, 2406]
- cancer-icon: ♋: [6, 2343, 48, 2385]
- scorpio-icon: ♏: [334, 2343, 376, 2385]
- recipe-section: [6, 220, 701, 834]
- chikku-text-right: ಸಪೋಟಾದಲ್ಲಿರುವ ಪೊಟ್ಯಾಸಿಯಮ್ ರಕ್ತದೊತ್ತಡವನ್ನು ನಿಯಂತ್ರಿಸುತ್ತದೆ ಮತ್ತು ಹೃದಯದ ಆರೋಗ್ಯವನ್ನು ಸುಧಾರಿಸುತ್ತದೆ. ಇದು ಕೊಲೆಸ್ಟ್ರಾಲ್ ಮಟ್ಟವನ್ನು ಕಡಿಮೆ ಮಾಡುತ್ತದೆ. ಚಿಕ್ಕು ಹಣ್ಣು ತಿನ್ನುವುದರಿಂದ ತಕ್ಷಣ ಶಕ್ತಿ ದೊರೆಯುತ್ತದೆ. ಇದು ನೈಸರ್ಗಿಕ ಸಕ್ಕರೆಯನ್ನು ಒಳಗೊಂಡಿದೆ. ಸಪೋಟಾದಲ್ಲಿ ಇರುವ ಪೋಷಕಾಂಶಗಳು ಮನಸ್ಸನ್ನು ಶಾಂತಗೊಳಿಸುತ್ತವೆ. ಸಪೋಟಾ ಅಥವಾ ಚಿಕ್ಕು ಹಣ್ಣನ್ನು ತಿನ್ನುವುದರಿಂದ ಚರ್ಮವನ್ನು ಕಾಂತಿಯುತವಾಗಿಸಬಹುದು. ಇದರಲ್ಲಿರುವ ವಿಟಮಿನ್ ಇ ಚರ್ಮದ ತೇವಾಂಶವನ್ನು ಕಾಪಾಡುತ್ತದೆ. ಇದರಲ್ಲಿರುವ ಆಂಟಿಆಕ್ಸಿಡೆಂಟ್‌ಗಳು ಮತ್ತು ಉರಿಯೂತ ನಿವಾರಕ ಗುಣಗಳು ದೇಹದಲ್ಲಿನ ವಿಷಕಾರಿ ಅಂಶಗಳ ವಿರುದ್ಧ ಹೋರಾಡುತ್ತವೆ.: [396, 1157, 693, 1288]
- horoscope-sign-name: ವೃಶ್ಚಿಕ: [382, 2344, 402, 2356]
- horoscope-item: ♍ ಕನ್ಯಾ: ಅಕಸ್ಮಿಕ ಅವಘಡ ಎಚ್ಚರಿಕೆ, ಬಂಧು ಬಾಂಧವರಿಂದ ನಷ್ಟ, ಕೋರ್ಟ್ ಮೆಟ್ಟಿಲೇರುವ ಸಂಭವ.: [334, 2251, 655, 2294]
- horoscope-sign-name: ಕುಂಭ: [710, 2298, 729, 2309]
- leo-icon: ♌: [334, 2204, 376, 2246]
